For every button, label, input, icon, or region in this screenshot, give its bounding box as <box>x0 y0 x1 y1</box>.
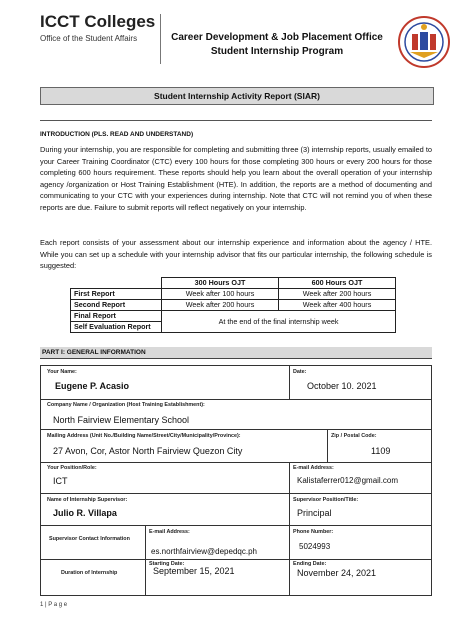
cell: Week after 200 hours <box>162 300 279 311</box>
start-value[interactable]: September 15, 2021 <box>153 566 235 576</box>
org-subtitle: Office of the Student Affairs <box>40 34 138 43</box>
intro-paragraph-1: During your internship, you are responsible for completing and submitting three (3) internship reports, usually emailed to your Career Training Coordinator (CTC) every 100 hours for those completing 300 hours or every 200 hours for those completing 600 hours requirement. These reports should help you learn about the overall operation of your internship agency /organization or Host Training Establishment (HTE). In addition, the reports are a method of documenting and communicating to your CTC with your experiences during internship. Note that CTC will not remind you of when these reports are due. Failure to submit reports will reflect negatively on your internship. <box>40 145 432 212</box>
position-value[interactable]: ICT <box>53 476 68 486</box>
report-title: Student Internship Activity Report (SIAR) <box>40 87 434 105</box>
intro-heading: INTRODUCTION (PLS. READ AND UNDERSTAND) <box>40 131 194 138</box>
supervisor-value[interactable]: Julio R. Villapa <box>53 508 117 518</box>
college-seal-logo <box>398 16 450 68</box>
end-label: Ending Date: <box>293 561 327 567</box>
end-value[interactable]: November 24, 2021 <box>297 568 377 578</box>
merged-cell: At the end of the final internship week <box>162 311 396 333</box>
zip-value[interactable]: 1109 <box>371 446 391 456</box>
page-footer <box>40 602 67 608</box>
contact-label: Supervisor Contact Information <box>49 536 130 542</box>
intro-paragraph-2: Each report consists of your assessment about our internship experience and information about the agency / HTE. While you can set up a schedule with your internship advisor that fits our particular internship, the following schedule is suggested: <box>40 238 432 271</box>
cell: Week after 200 hours <box>279 289 396 300</box>
page-number: 1 <box>40 602 44 608</box>
sup-position-value[interactable]: Principal <box>297 508 332 518</box>
col-header-300: 300 Hours OJT <box>162 278 279 289</box>
cell: Week after 100 hours <box>162 289 279 300</box>
part1-heading: PART I: GENERAL INFORMATION <box>40 347 432 359</box>
divider-rule <box>40 120 432 121</box>
mailing-value[interactable]: 27 Avon, Cor, Astor North Fairview Quezon City <box>53 446 243 456</box>
start-label: Starting Date: <box>149 561 185 567</box>
table-row <box>71 289 396 300</box>
org-name: ICCT Colleges <box>40 12 156 31</box>
sup-position-label: Supervisor Position/Title: <box>293 497 359 503</box>
sup-email-value[interactable]: es.northfairview@depedqc.ph <box>151 547 257 556</box>
mailing-label: Mailing Address (Unit No./Building Name/Street/City/Municipality/Province): <box>47 433 241 439</box>
col-header-600: 600 Hours OJT <box>279 278 396 289</box>
page-label: | P a g e <box>45 602 68 608</box>
phone-label: Phone Number: <box>293 529 334 535</box>
date-label: Date: <box>293 369 307 375</box>
supervisor-label: Name of Internship Supervisor: <box>47 497 128 503</box>
zip-label: Zip / Postal Code: <box>331 433 377 439</box>
name-value[interactable]: Eugene P. Acasio <box>55 381 130 391</box>
program-title: Student Internship Program <box>210 46 344 57</box>
header-divider <box>160 14 161 64</box>
email-label: E-mail Address: <box>293 465 334 471</box>
duration-label: Duration of Internship <box>61 570 118 576</box>
date-value[interactable]: October 10. 2021 <box>307 381 377 391</box>
table-row <box>71 311 396 322</box>
email-value[interactable]: Kalistaferrer012@gmail.com <box>297 476 399 485</box>
name-label: Your Name: <box>47 369 77 375</box>
office-title: Career Development & Job Placement Office <box>171 32 383 43</box>
phone-value[interactable]: 5024993 <box>299 542 331 551</box>
row-label: Second Report <box>71 300 162 311</box>
table-row <box>71 300 396 311</box>
position-label: Your Position/Role: <box>47 465 97 471</box>
general-info-form <box>40 365 432 596</box>
schedule-table <box>70 277 396 333</box>
cell: Week after 400 hours <box>279 300 396 311</box>
row-label: First Report <box>71 289 162 300</box>
row-label: Self Evaluation Report <box>71 322 162 333</box>
sup-email-label: E-mail Address: <box>149 529 190 535</box>
company-value[interactable]: North Fairview Elementary School <box>53 415 190 425</box>
row-label: Final Report <box>71 311 162 322</box>
company-label: Company Name / Organization (Host Training Establishment): <box>47 402 205 408</box>
